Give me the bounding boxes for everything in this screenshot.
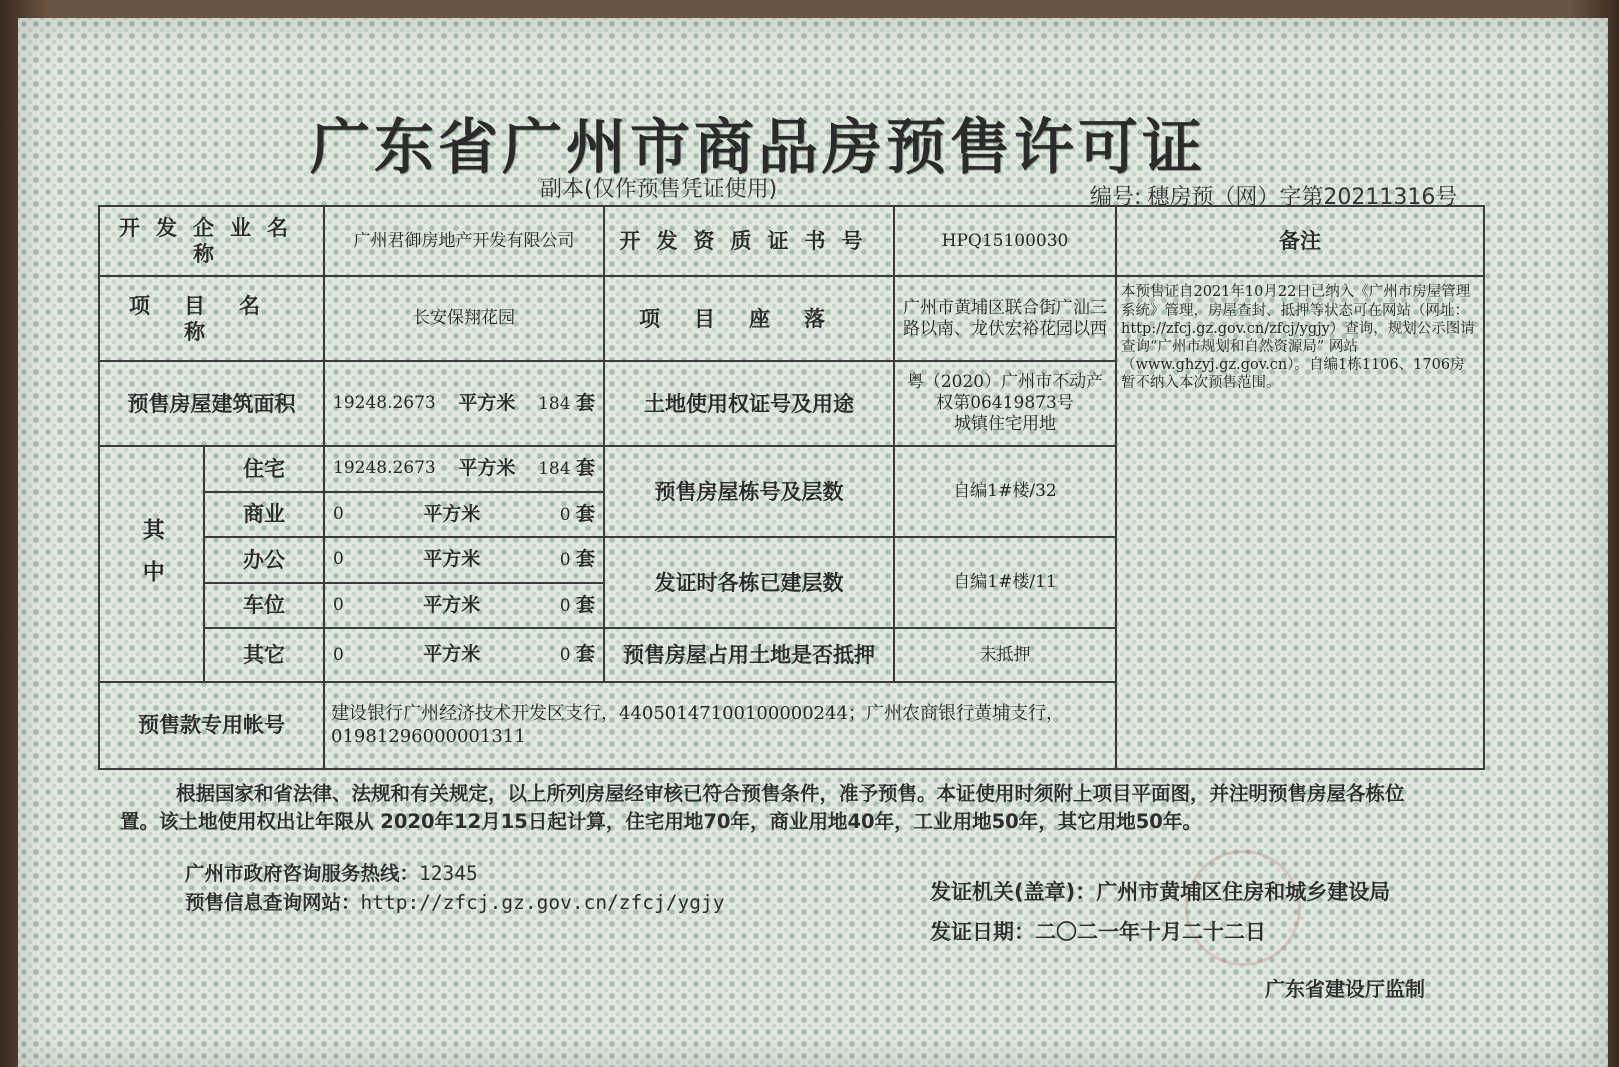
land-cert-line-2: 权第06419873号 bbox=[936, 393, 1074, 414]
of-which-label bbox=[99, 446, 204, 682]
building-floors-label: 预售房屋栋号及层数 bbox=[604, 446, 894, 537]
breakdown-sets-1: 0 bbox=[559, 504, 571, 525]
breakdown-type-4: 其它 bbox=[204, 628, 324, 682]
presale-area-cell bbox=[324, 361, 604, 446]
built-floors-value: 自编1#楼/11 bbox=[894, 537, 1116, 628]
breakdown-sets-unit-1: 套 bbox=[575, 502, 595, 525]
land-cert-cell bbox=[894, 361, 1116, 446]
breakdown-row-4 bbox=[324, 628, 604, 682]
land-mortgage-value: 未抵押 bbox=[894, 628, 1116, 682]
built-floors-label: 发证时各栋已建层数 bbox=[604, 537, 894, 628]
breakdown-area-1: 0 bbox=[333, 503, 344, 524]
supervisor-mark: 广东省建设厅监制 bbox=[1265, 977, 1425, 1001]
remarks-label: 备注 bbox=[1116, 206, 1484, 276]
location-label: 项目座落 bbox=[604, 276, 894, 361]
issue-date-label: 发证日期： bbox=[930, 920, 1035, 944]
developer-label: 开发企业名称 bbox=[99, 206, 324, 276]
breakdown-sets-unit-0: 套 bbox=[575, 456, 595, 479]
certificate-title: 广东省广州市商品房预售许可证 bbox=[310, 113, 1206, 183]
serial-label: 编号: bbox=[1090, 185, 1142, 210]
presale-sets-value: 184 bbox=[538, 393, 571, 414]
project-name-value: 长安保翔花园 bbox=[324, 276, 604, 361]
breakdown-type-1: 商业 bbox=[204, 492, 324, 538]
certificate-subtitle: 副本(仅作预售凭证使用) bbox=[540, 177, 778, 202]
breakdown-row-1 bbox=[324, 492, 604, 538]
developer-value: 广州君御房地产开发有限公司 bbox=[324, 206, 604, 276]
breakdown-sets-3: 0 bbox=[559, 595, 571, 616]
breakdown-unit-1: 平方米 bbox=[423, 502, 481, 525]
project-name-label: 项目名称 bbox=[99, 276, 324, 361]
issuer-value: 广州市黄埔区住房和城乡建设局 bbox=[1096, 880, 1391, 904]
presale-area-label: 预售房屋建筑面积 bbox=[99, 361, 324, 446]
land-mortgage-label: 预售房屋占用土地是否抵押 bbox=[604, 628, 894, 682]
breakdown-area-4: 0 bbox=[333, 644, 344, 665]
hotline-number: 12345 bbox=[419, 862, 478, 885]
land-cert-label: 土地使用权证号及用途 bbox=[604, 361, 894, 446]
breakdown-type-0: 住宅 bbox=[204, 446, 324, 492]
breakdown-sets-4: 0 bbox=[559, 645, 571, 666]
breakdown-row-2 bbox=[324, 537, 604, 583]
breakdown-type-3: 车位 bbox=[204, 583, 324, 629]
breakdown-unit-3: 平方米 bbox=[423, 593, 481, 616]
breakdown-area-0: 19248.2673 bbox=[333, 458, 436, 479]
breakdown-unit-2: 平方米 bbox=[423, 548, 481, 571]
presale-area-value: 19248.2673 bbox=[333, 393, 436, 414]
issue-date bbox=[930, 916, 1266, 946]
land-cert-line-3: 城镇住宅用地 bbox=[954, 414, 1056, 435]
website-url: http://zfcj.gz.gov.cn/zfcj/ygjy bbox=[360, 891, 725, 914]
qualification-label: 开发资质证书号 bbox=[604, 206, 894, 276]
breakdown-sets-0: 184 bbox=[538, 458, 571, 479]
location-value: 广州市黄埔区联合街广汕三路以南、龙伏宏裕花园以西 bbox=[894, 276, 1116, 361]
presale-area-unit: 平方米 bbox=[458, 391, 516, 414]
hotline-label: 广州市政府咨询服务热线： bbox=[185, 862, 420, 885]
query-website bbox=[185, 887, 724, 915]
breakdown-sets-unit-2: 套 bbox=[575, 548, 595, 571]
breakdown-unit-4: 平方米 bbox=[423, 643, 481, 666]
serial-value: 穗房预（网）字第20211316号 bbox=[1147, 185, 1458, 210]
breakdown-unit-0: 平方米 bbox=[458, 456, 516, 479]
breakdown-sets-unit-3: 套 bbox=[575, 593, 595, 616]
land-cert-line-1: 粤（2020）广州市不动产 bbox=[906, 371, 1104, 392]
breakdown-row-0 bbox=[324, 446, 604, 492]
breakdown-area-3: 0 bbox=[333, 594, 344, 615]
building-floors-value: 自编1#楼/32 bbox=[894, 446, 1116, 537]
account-label: 预售款专用帐号 bbox=[99, 682, 324, 769]
breakdown-row-3 bbox=[324, 583, 604, 629]
breakdown-area-2: 0 bbox=[333, 549, 344, 570]
presale-sets-unit: 套 bbox=[575, 391, 595, 414]
faded-seal-stamp bbox=[1185, 850, 1301, 966]
of-which-text: 其中 bbox=[139, 518, 165, 603]
remarks-text: 本预售证自2021年10月22日已纳入《广州市房屋管理系统》管理，房屋查封、抵押等状态可在网站（网址：http://zfcj.gz.gov.cn/zfcj/ygjy）查询，规划公示图请查询“广州市规划和自然资源局” 网站（www.ghzyj.gz.gov.cn）。自编1栋1106、1706房暂不纳入本次预售范围。 bbox=[1116, 276, 1484, 769]
issuer-label: 发证机关(盖章)： bbox=[930, 880, 1097, 904]
legal-statement: 根据国家和省法律、法规和有关规定，以上所列房屋经审核已符合预售条件，准予预售。本证使用时须附上项目平面图，并注明预售房屋各栋位置。该土地使用权出让年限从 2020年12月15日起计算，住宅用地70年，商业用地40年，工业用地50年，其它用地50年。 bbox=[120, 782, 1405, 834]
hotline bbox=[185, 858, 478, 886]
account-value: 建设银行广州经济技术开发区支行，44050147100100000244；广州农商银行黄埔支行，01981296000001311 bbox=[324, 682, 1116, 769]
certificate-table bbox=[98, 205, 1485, 770]
breakdown-sets-unit-4: 套 bbox=[575, 643, 595, 666]
qualification-value: HPQ15100030 bbox=[894, 206, 1116, 276]
issue-date-value: 二〇二一年十月二十二日 bbox=[1035, 920, 1266, 944]
breakdown-type-2: 办公 bbox=[204, 537, 324, 583]
issuing-authority bbox=[930, 876, 1390, 906]
breakdown-sets-2: 0 bbox=[559, 550, 571, 571]
website-label: 预售信息查询网站： bbox=[185, 891, 361, 914]
